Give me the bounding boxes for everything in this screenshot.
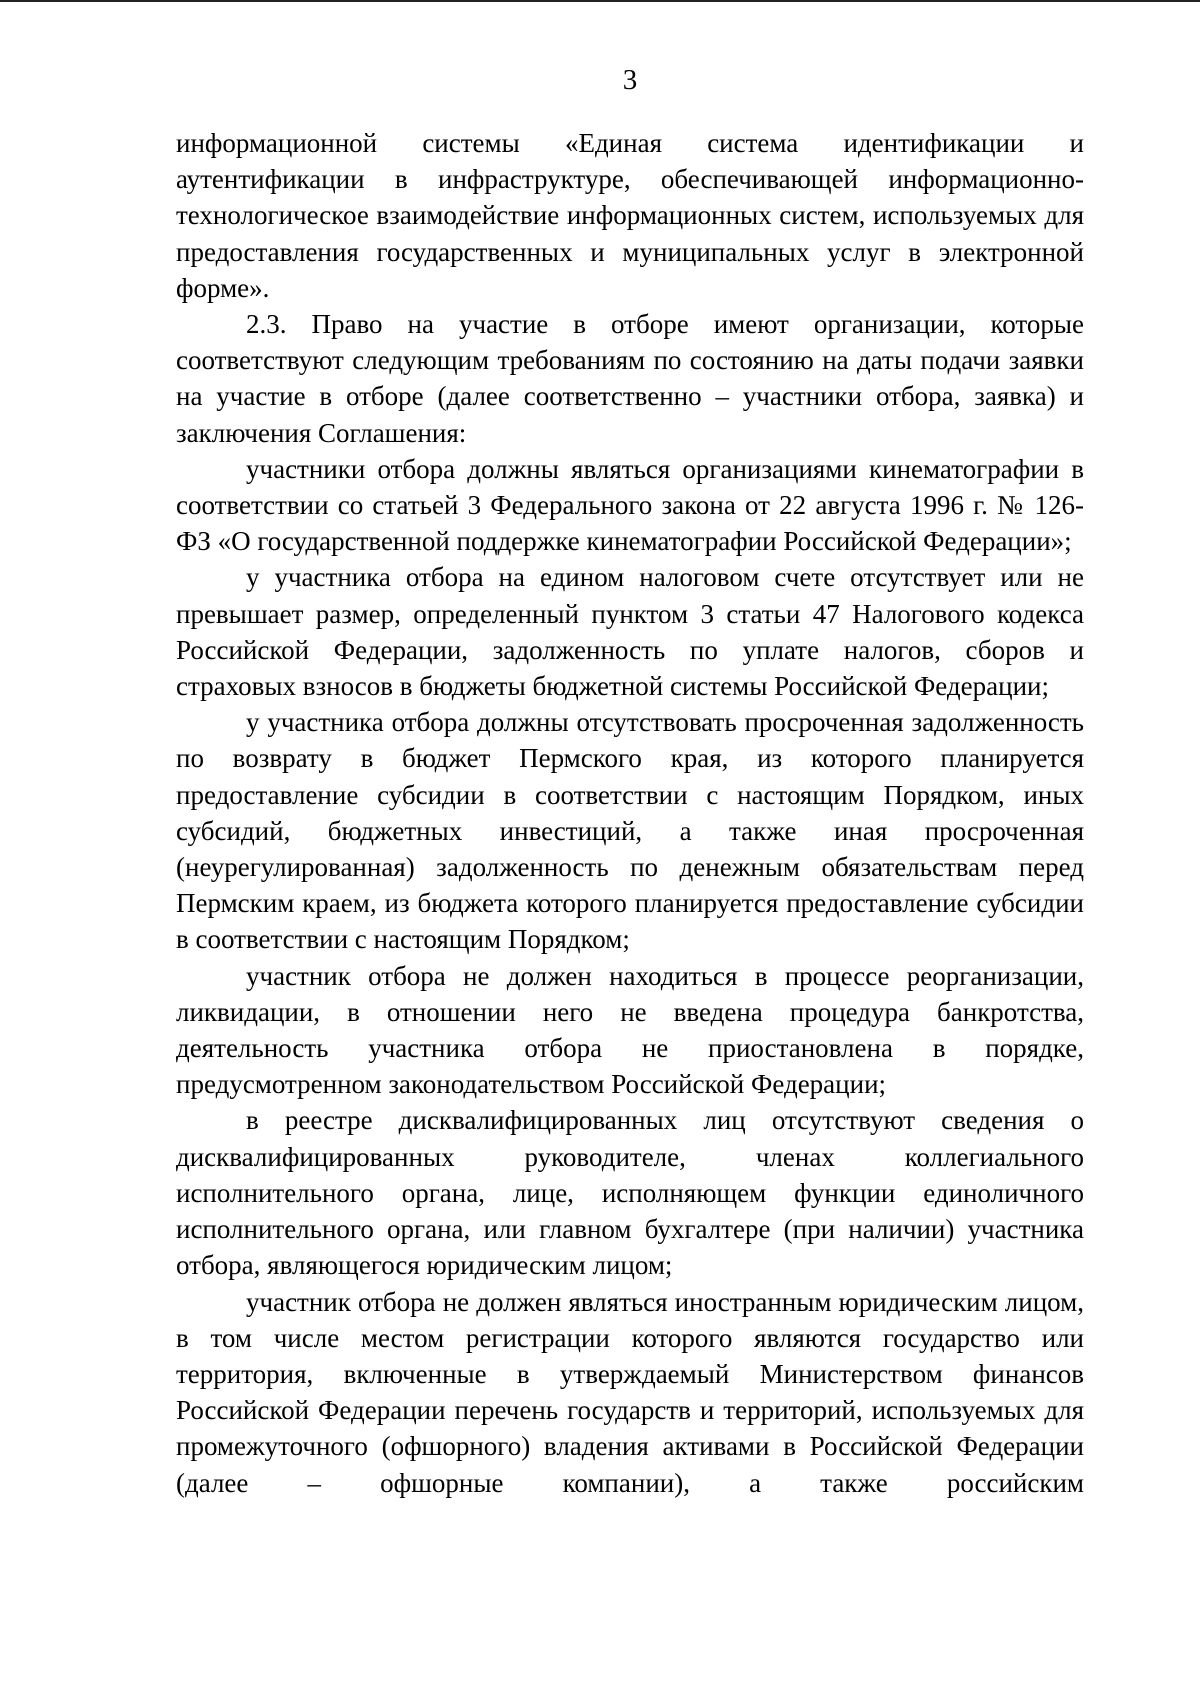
paragraph-clause-2-3: 2.3. Право на участие в отборе имеют организации, которые соответствуют следующим требованиям по состоянию на даты подачи заявки на участие в отборе (далее соответственно – участники отбора, заявка) и заключения Соглашения: — [176, 309, 1084, 448]
paragraph-requirement-foreign-entity: участник отбора не должен являться иностранным юридическим лицом, в том числе местом регистрации которого являются государство или территория, включенные в утверждаемый Министерством финансов Российской Федерации перечень государств и территорий, используемых для промежуточного (офшорного) владения активами в Российской Федерации (далее – офшорные компании), а также российским — [176, 1286, 1084, 1498]
paragraph-requirement-disqualified: в реестре дисквалифицированных лиц отсутствуют сведения о дисквалифицированных руководителе, членах коллегиального исполнительного органа, лице, исполняющем функции единоличного исполнительного органа, или главном бухгалтере (при наличии) участника отбора, являющегося юридическим лицом; — [176, 1105, 1084, 1281]
paragraph-requirement-reorganization: участник отбора не должен находиться в процессе реорганизации, ликвидации, в отношении него не введена процедура банкротства, деятельность участника отбора не приостановлена в порядке, предусмотренном законодательством Российской Федерации; — [176, 960, 1084, 1100]
document-body — [176, 125, 1084, 1501]
paragraph-requirement-budget-debt: у участника отбора должны отсутствовать просроченная задолженность по возврату в бюджет Пермского края, из которого планируется предоставление субсидии в соответствии с настоящим Порядком, иных субсидий, бюджетных инвестиций, а также иная просроченная (неурегулированная) задолженность по денежным обязательствам перед Пермским краем, из бюджета которого планируется предоставление субсидии в соответствии с настоящим Порядком; — [176, 707, 1084, 955]
paragraph-requirement-cinematography: участники отбора должны являться организациями кинематографии в соответствии со статьей 3 Федерального закона от 22 августа 1996 г. № 126-ФЗ «О государственной поддержке кинематографии Российской Федерации»; — [176, 453, 1084, 557]
paragraph-requirement-tax-debt: у участника отбора на едином налоговом счете отсутствует или не превышает размер, определенный пунктом 3 статьи 47 Налогового кодекса Российской Федерации, задолженность по уплате налогов, сборов и страховых взносов в бюджеты бюджетной системы Российской Федерации; — [176, 562, 1084, 702]
page-number: 3 — [622, 64, 638, 96]
paragraph-continuation: информационной системы «Единая система идентификации и аутентификации в инфраструктуре, обеспечивающей информационно-технологическое взаимодействие информационных систем, используемых для предоставления государственных и муниципальных услуг в электронной форме». — [176, 128, 1084, 303]
